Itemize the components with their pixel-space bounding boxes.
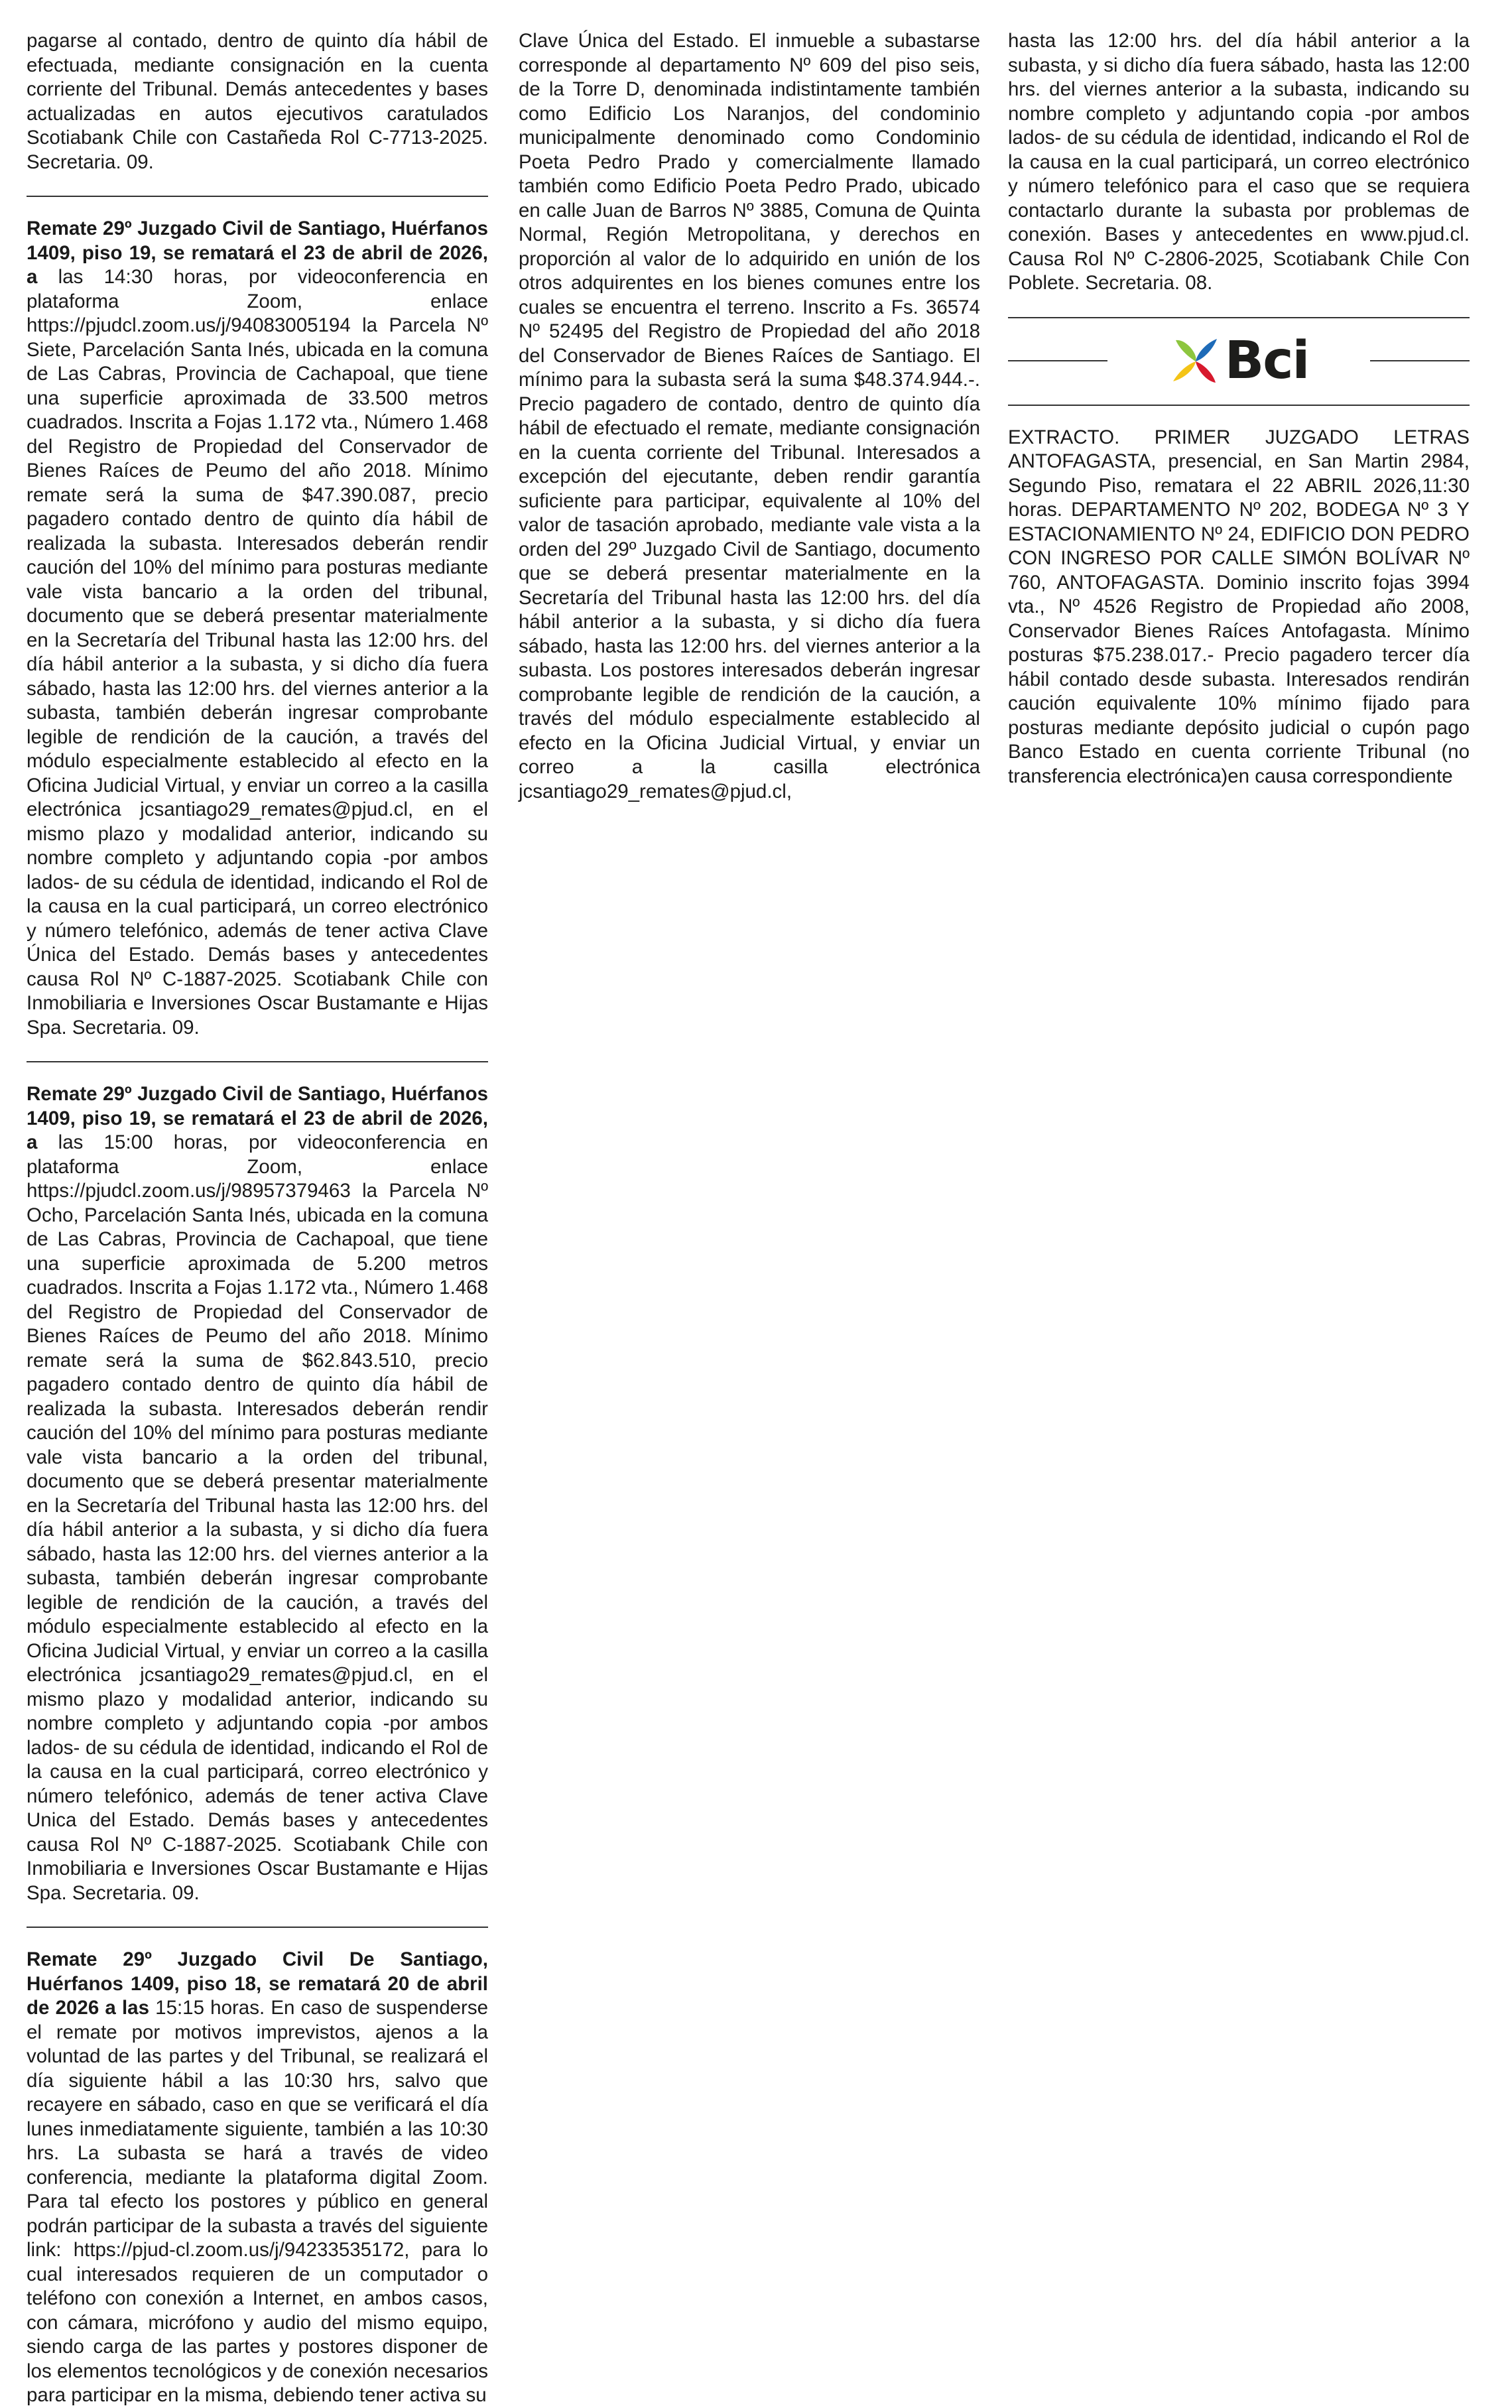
auction-notice-departamento-609	[27, 1948, 488, 2408]
notice-heading: Remate 29º Juzgado Civil De Santiago, Huérfanos 1409, piso 18, se rematará 20 de abril de 2026 a las	[27, 1948, 488, 2019]
emblem-yellow-stroke	[1173, 361, 1196, 381]
notice-body: las 14:30 horas, por videoconferencia en plataforma Zoom, enlace https://pjudcl.zoom.us/j/94083005194 la Parcela Nº Siete, Parcelación Santa Inés, ubicada en la comuna de Las Cabras, Provincia de Cachapoal, que tiene una superficie aproximada de 33.500 metros cuadrados. Inscrita a Fojas 1.172 vta., Número 1.468 del Registro de Propiedad del Conservador de Bienes Raíces de Peumo del año 2018. Mínimo remate será la suma de $47.390.087, precio pagadero contado dentro de quinto día hábil de realizada la subasta. Interesados deberán rendir caución del 10% del mínimo para posturas mediante vale vista bancario a la orden del tribunal, documento que se deberá presentar materialmente en la Secretaría del Tribunal hasta las 12:00 hrs. del día hábil anterior a la subasta, y si dicho día fuera sábado, hasta las 12:00 hrs. del viernes anterior a la subasta, también deberán ingresar comprobante legible de rendición de la caución, a través del módulo especialmente establecido al efecto en la Oficina Judicial Virtual, y enviar un correo a la casilla electrónica jcsantiago29_remates@pjud.cl, en el mismo plazo y modalidad anterior, indicando su nombre completo y adjuntando copia -por ambos lados- de su cédula de identidad, indicando el Rol de la causa en la cual participará, un correo electrónico y número telefónico, además de tener activa Clave Única del Estado. Demás bases y antecedentes causa Rol Nº C-1887-2025. Scotiabank Chile con Inmobiliaria e Inversiones Oscar Bustamante e Hijas Spa. Secretaria. 09.	[27, 266, 488, 1039]
emblem-green-stroke	[1176, 340, 1196, 361]
notice-heading: EXTRACTO. PRIMER JUZGADO LETRAS ANTOFAGASTA, presencial, en San Martin 2984, Segundo Piso, re	[1008, 426, 1470, 497]
auction-notice-parcela-siete	[27, 217, 488, 1040]
emblem-blue-stroke	[1196, 339, 1217, 361]
bci-advertisement	[1008, 330, 1470, 391]
bci-wordmark: Bci	[1224, 330, 1309, 391]
notice-body: 15:15 horas. En caso de suspenderse el remate por motivos imprevistos, ajenos a la voluntad de las partes y del Tribunal, se realizará el día siguiente hábil a las 10:30 hrs, salvo que recayere en sábado, caso en que se verificará el día lunes inmediatamente siguiente, también a las 10:30 hrs. La subasta se hará a través de video conferencia, mediante la plataforma digital Zoom. Para tal efecto los postores y público en general podrán participar de la subasta a través del siguiente link: https://pjud-cl.zoom.us/j/94233535172, para lo cual interesados requieren de un computador o teléfono con conexión a Internet, en ambos casos, con cámara, micrófono y audio del mismo equipo, siendo carga de las partes y postores disponer de los elementos tecnológicos y de conexión necesarios para participar en la misma, debiendo tener activa su	[27, 1997, 488, 2406]
column-2	[519, 29, 980, 804]
logo-rule-left	[1008, 360, 1107, 361]
emblem-red-stroke	[1196, 361, 1216, 383]
notice-heading: Remate 29º Juzgado Civil de Santiago, Huérfanos 1409, piso 19, se rematará el 23 de abril de 2026, a	[27, 1083, 488, 1153]
bci-logo	[1169, 330, 1309, 391]
bci-emblem-icon	[1169, 335, 1221, 387]
divider	[27, 1927, 488, 1928]
column-1	[27, 29, 488, 2408]
notice-body: matara el 22 ABRIL 2026,11:30 horas. DEPARTAMENTO Nº 202, BODEGA Nº 3 Y ESTACIONAMIENTO Nº 24, EDIFICIO DON PEDRO CON INGRESO POR CALLE SIMÓN BOLÍVAR Nº 760, ANTOFAGASTA. Dominio inscrito fojas 3994 vta., Nº 4526 Registro de Propiedad año 2008, Conservador Bienes Raíces Antofagasta. Mínimo posturas $75.238.017.- Precio pagadero tercer día hábil contado desde subasta. Interesados rendirán caución equivalente 10% mínimo fijado para posturas mediante depósito judicial o cupón pago Banco Estado en cuenta corriente Tribunal (no transferencia electrónica)en causa correspondiente	[1008, 474, 1470, 787]
divider	[1008, 405, 1470, 406]
notice-body: las 15:00 horas, por videoconferencia en plataforma Zoom, enlace https://pjudcl.zoom.us/j/98957379463 la Parcela Nº Ocho, Parcelación Santa Inés, ubicada en la comuna de Las Cabras, Provincia de Cachapoal, que tiene una superficie aproximada de 5.200 metros cuadrados. Inscrita a Fojas 1.172 vta., Número 1.468 del Registro de Propiedad del Conservador de Bienes Raíces de Peumo del año 2018. Mínimo remate será la suma de $62.843.510, precio pagadero contado dentro de quinto día hábil de realizada la subasta. Interesados deberán rendir caución del 10% del mínimo para posturas mediante vale vista bancario a la orden del tribunal, documento que se deberá presentar materialmente en la Secretaría del Tribunal hasta las 12:00 hrs. del día hábil anterior a la subasta, y si dicho día fuera sábado, hasta las 12:00 hrs. del viernes anterior a la subasta, también deberán ingresar comprobante legible de rendición de la caución, a través del módulo especialmente establecido al efecto en la Oficina Judicial Virtual, y enviar un correo a la casilla electrónica jcsantiago29_remates@pjud.cl, en el mismo plazo y modalidad anterior, indicando su nombre completo y adjuntando copia -por ambos lados- de su cédula de identidad, indicando el Rol de la causa en la cual participará, correo electrónico y número telefónico, además de tener activa Clave Unica del Estado. Demás bases y antecedentes causa Rol Nº C-1887-2025. Scotiabank Chile con Inmobiliaria e Inversiones Oscar Bustamante e Hijas Spa. Secretaria. 09.	[27, 1131, 488, 1904]
divider	[1008, 317, 1470, 318]
continued-notice-departamento-609: Clave Única del Estado. El inmueble a subastarse corresponde al departamento Nº 609 del piso seis, de la Torre D, denominada indistintamente también como Edificio Los Naranjos, del condominio municipalmente denominado como Condominio Poeta Pedro Prado y comercialmente llamado también como Edificio Poeta Pedro Prado, ubicado en calle Juan de Barros Nº 3885, Comuna de Quinta Normal, Región Metropolitana, y derechos en proporción al valor de lo adquirido en unión de los otros adquirentes en los bienes comunes entre los cuales se encuentra el terreno. Inscrito a Fs. 36574 Nº 52495 del Registro de Propiedad del año 2018 del Conservador de Bienes Raíces de Santiago. El mínimo para la subasta será la suma $48.374.944.-. Precio pagadero de contado, dentro de quinto día hábil de efectuado el remate, mediante consignación en la cuenta corriente del Tribunal. Interesados a excepción del ejecutante, deben rendir garantía suficiente para participar, equivalente al 10% del valor de tasación aprobado, mediante vale vista a la orden del 29º Juzgado Civil de Santiago, documento que se deberá presentar materialmente en la Secretaría del Tribunal hasta las 12:00 hrs. del día hábil anterior a la subasta, y si dicho día fuera sábado, hasta las 12:00 hrs. del viernes anterior a la subasta. Los postores interesados deberán ingresar comprobante legible de rendición de la caución, a través del módulo especialmente establecido al efecto en la Oficina Judicial Virtual, y enviar un correo a la casilla electrónica jcsantiago29_remates@pjud.cl,	[519, 30, 980, 802]
column-3	[1008, 29, 1470, 789]
extracto-notice-antofagasta	[1008, 426, 1470, 789]
continued-notice: pagarse al contado, dentro de quinto día hábil de efectuada, mediante consignación en la cuenta corriente del Tribunal. Demás antecedentes y bases actualizadas en autos ejecutivos caratulados Scotiabank Chile con Castañeda Rol C-7713-2025. Secretaria. 09.	[27, 30, 488, 173]
logo-rule-right	[1370, 360, 1470, 361]
continued-notice: hasta las 12:00 hrs. del día hábil anterior a la subasta, y si dicho día fuera sábado, hasta las 12:00 hrs. del viernes anterior a la subasta, indicando su nombre completo y adjuntando copia -por ambos lados- de su cédula de identidad, indicando el Rol de la causa en la cual participará, un correo electrónico y número telefónico para el caso que se requiera contactarlo durante la subasta por problemas de conexión. Bases y antecedentes en www.pjud.cl. Causa Rol Nº C-2806-2025, Scotiabank Chile Con Poblete. Secretaria. 08.	[1008, 30, 1470, 294]
notice-heading: Remate 29º Juzgado Civil de Santiago, Huérfanos 1409, piso 19, se rematará el 23 de abril de 2026, a	[27, 218, 488, 288]
divider	[27, 196, 488, 197]
divider	[27, 1061, 488, 1062]
auction-notice-parcela-ocho	[27, 1082, 488, 1905]
